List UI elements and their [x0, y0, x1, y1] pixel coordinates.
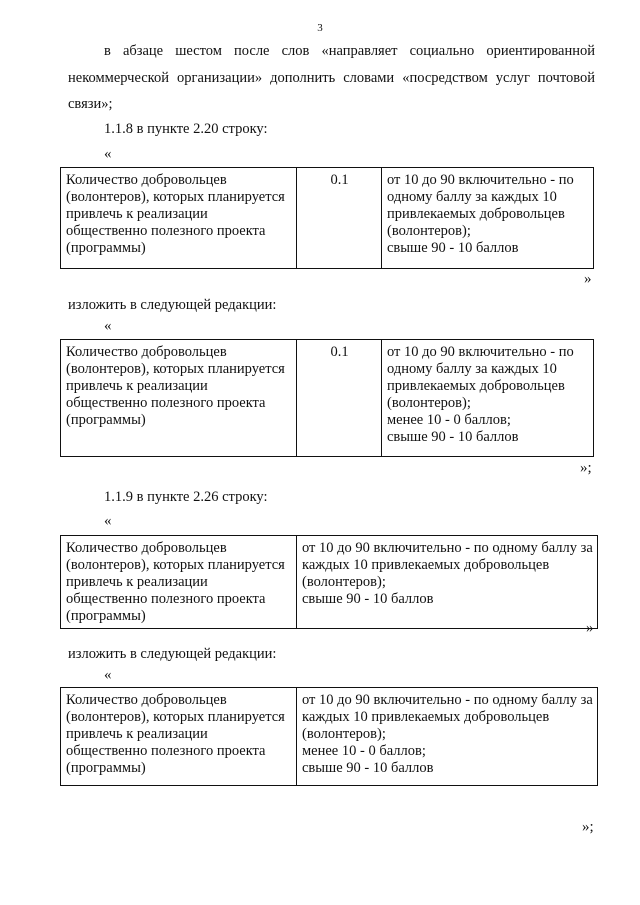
scale-cell: [297, 688, 598, 786]
scale-line: от 10 до 90 включительно - по одному баллу за каждых 10 привлекаемых добровольцев (волонтеров);: [302, 692, 593, 742]
criterion-cell: Количество добровольцев (волонтеров), которых планируется привлечь к реализации общественно полезного проекта (программы): [61, 168, 297, 269]
open-quote-4: «: [104, 667, 112, 683]
criteria-table-new-2-26: [60, 687, 598, 786]
close-quote-2: »;: [580, 460, 592, 476]
scale-line: от 10 до 90 включительно - по одному баллу за каждых 10 привлекаемых добровольцев (волонтеров);: [387, 172, 574, 239]
page-number: 3: [317, 22, 323, 34]
table-row: [61, 688, 598, 786]
scale-line: свыше 90 - 10 баллов: [387, 429, 519, 445]
criteria-table-new-2-20: [60, 339, 594, 457]
criterion-cell: Количество добровольцев (волонтеров), которых планируется привлечь к реализации общественно полезного проекта (программы): [61, 536, 297, 629]
open-quote-3: «: [104, 513, 112, 529]
open-quote-2: «: [104, 318, 112, 334]
close-quote-1: »: [584, 271, 592, 287]
intro-paragraph: в абзаце шестом после слов «направляет социально ориентированной некоммерческой организации» дополнить словами «посредством услуг почтовой связи»;: [68, 43, 595, 113]
close-quote-4: »;: [582, 819, 594, 835]
item-1-1-8-heading: 1.1.8 в пункте 2.20 строку:: [104, 121, 268, 137]
criterion-cell: Количество добровольцев (волонтеров), которых планируется привлечь к реализации общественно полезного проекта (программы): [61, 688, 297, 786]
criteria-table-old-2-20: [60, 167, 594, 269]
item-1-1-9-heading: 1.1.9 в пункте 2.26 строку:: [104, 489, 268, 505]
weight-cell: 0.1: [297, 340, 382, 457]
restate-2: изложить в следующей редакции:: [68, 646, 277, 662]
scale-line: менее 10 - 0 баллов;: [302, 743, 426, 759]
scale-line: от 10 до 90 включительно - по одному баллу за каждых 10 привлекаемых добровольцев (волонтеров);: [387, 344, 574, 411]
weight-cell: 0.1: [297, 168, 382, 269]
close-quote-3: »: [586, 620, 594, 636]
scale-cell: [382, 340, 594, 457]
open-quote-1: «: [104, 146, 112, 162]
table-row: [61, 340, 594, 457]
scale-line: от 10 до 90 включительно - по одному баллу за каждых 10 привлекаемых добровольцев (волонтеров);: [302, 540, 593, 590]
scale-cell: [382, 168, 594, 269]
scale-line: свыше 90 - 10 баллов: [387, 240, 519, 256]
restate-1: изложить в следующей редакции:: [68, 297, 277, 313]
criterion-cell: Количество добровольцев (волонтеров), которых планируется привлечь к реализации общественно полезного проекта (программы): [61, 340, 297, 457]
scale-line: свыше 90 - 10 баллов: [302, 760, 434, 776]
table-row: [61, 536, 598, 629]
scale-cell: [297, 536, 598, 629]
table-row: [61, 168, 594, 269]
scale-line: менее 10 - 0 баллов;: [387, 412, 511, 428]
criteria-table-old-2-26: [60, 535, 598, 629]
scale-line: свыше 90 - 10 баллов: [302, 591, 434, 607]
